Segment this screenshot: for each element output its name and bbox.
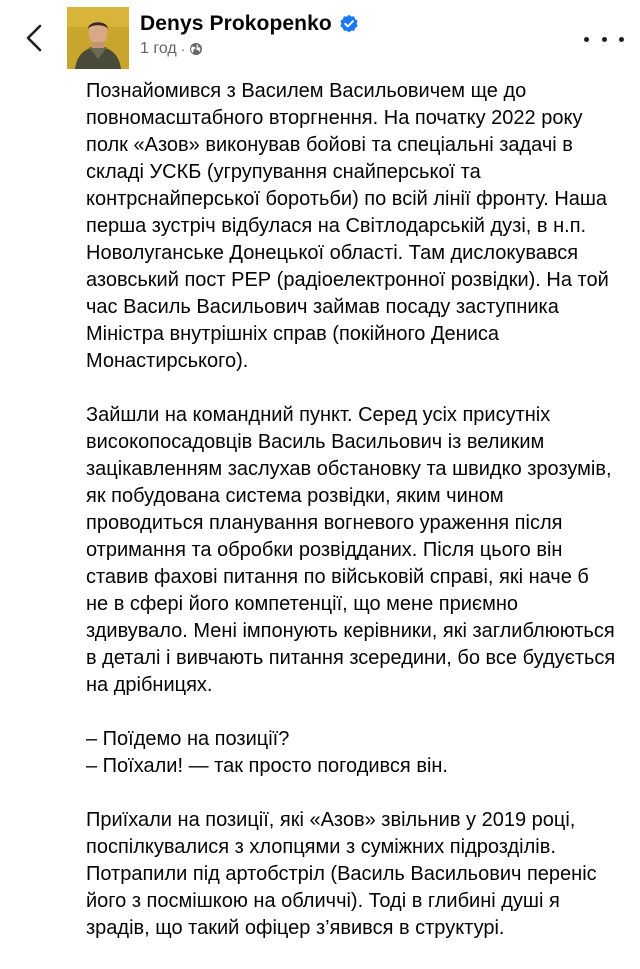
post-time[interactable]: 1 год: [140, 40, 177, 57]
author-name[interactable]: Denys Prokopenko: [140, 12, 332, 35]
dialog-line: – Поїхали! — так просто погодився він.: [86, 755, 448, 777]
post-header: [0, 0, 640, 80]
post-paragraph: Приїхали на позиції, які «Азов» звільнив у 2019 році, поспілкувалися з хлопцями з суміжних підрозділів. Потрапили під артобстріл (Василь Васильович переніс його з посмішкою на обличчі). Тоді в глибині душі я зрадів, що такий офіцер з’явився в структурі.: [86, 809, 603, 939]
back-button[interactable]: [18, 22, 50, 54]
post-body: [86, 78, 621, 969]
more-horizontal-icon-dot: [584, 37, 589, 42]
globe-icon[interactable]: [189, 42, 203, 56]
meta-separator: ·: [180, 41, 186, 57]
post-paragraph: Познайомився з Василем Васильовичем ще до повномасштабного вторгнення. На початку 2022 року полк «Азов» виконував бойові та спеціальні задачі в складі УСКБ (угрупування снайперської та контрснайперської боротьби) по всій лінії фронту. Наша перша зустріч відбулася на Світлодарській дузі, в н.п. Новолуганське Донецької області. Там дислокувався азовський пост РЕР (радіоелектронної розвідки). На той час Василь Васильович займав посаду заступника Міністра внутрішніх справ (покійного Дениса Монастирського).: [86, 80, 615, 372]
more-horizontal-icon-dot: [619, 37, 624, 42]
post-dialog: [86, 726, 616, 780]
post-meta: [140, 40, 203, 58]
more-horizontal-icon-dot: [602, 37, 607, 42]
author-avatar[interactable]: [67, 7, 129, 69]
chevron-left-icon: [25, 23, 43, 53]
more-options-button[interactable]: [584, 27, 624, 51]
avatar-image: [67, 7, 129, 69]
dialog-line: – Поїдемо на позиції?: [86, 728, 290, 750]
post-paragraph: Зайшли на командний пункт. Серед усіх присутніх високопосадовців Василь Васильович із великим зацікавленням заслухав обстановку та швидко зрозумів, як побудована система розвідки, яким чином проводиться планування вогневого ураження після отримання та обробки розвідданих. Після цього він ставив фахові питання по військовій справі, які наче б не в сфері його компетенції, що мене приємно здивувало. Мені імпонують керівники, які заглиблюються в деталі і вивчають питання зсередини, бо все будується на дрібницях.: [86, 404, 621, 696]
verified-badge-icon: [339, 14, 359, 34]
